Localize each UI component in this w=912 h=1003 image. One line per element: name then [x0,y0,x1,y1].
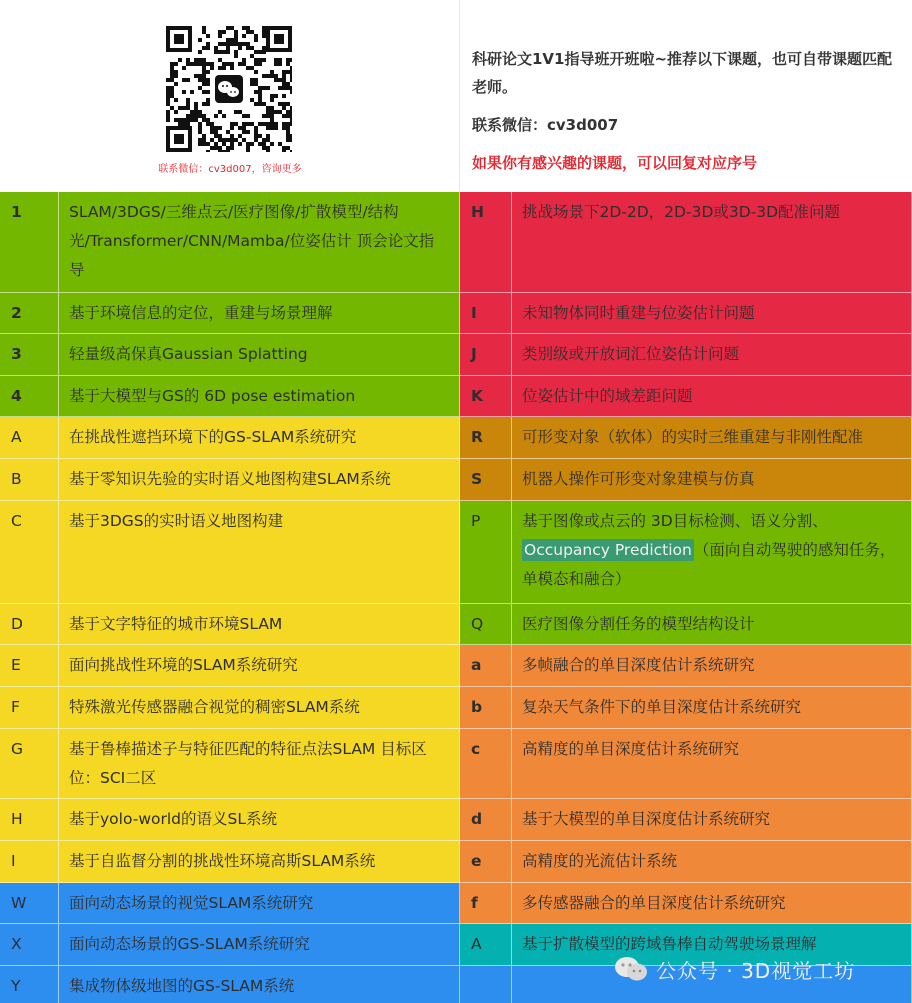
topic-title-left: 基于鲁棒描述子与特征匹配的特征点法SLAM 目标区位：SCI二区 [59,729,460,799]
topic-code-left: 2 [0,293,59,334]
reply-note: 如果你有感兴趣的课题，可以回复对应序号 [472,154,758,172]
topic-code-right: H [460,192,512,293]
topic-title-left: 集成物体级地图的GS-SLAM系统 [59,966,460,1003]
watermark [614,955,855,983]
topic-code-left: W [0,883,59,924]
topic-title-left: 面向挑战性环境的SLAM系统研究 [59,645,460,687]
topic-title-left: SLAM/3DGS/三维点云/医疗图像/扩散模型/结构光/Transformer/CNN/Mamba/位姿估计 顶会论文指导 [59,192,460,293]
topic-title-right: 可形变对象（软体）的实时三维重建与非刚性配准 [512,417,912,459]
topic-title-right: 类别级或开放词汇位姿估计问题 [512,334,912,376]
topic-title-left: 在挑战性遮挡环境下的GS-SLAM系统研究 [59,417,460,459]
topic-title-left: 基于文字特征的城市环境SLAM [59,604,460,645]
topic-code-left: B [0,459,59,501]
topic-code-right [460,966,512,1003]
topic-code-left: 3 [0,334,59,376]
table-row [0,501,912,604]
topic-title-left: 基于零知识先验的实时语义地图构建SLAM系统 [59,459,460,501]
table-row [0,293,912,334]
topic-title-right [512,501,912,604]
topic-title-right: 位姿估计中的域差距问题 [512,376,912,417]
topic-title-right: 多传感器融合的单目深度估计系统研究 [512,883,912,924]
topic-code-left: 4 [0,376,59,417]
topic-title-right: 医疗图像分割任务的模型结构设计 [512,604,912,645]
topic-title-right: 高精度的单目深度估计系统研究 [512,729,912,799]
topic-title-right: 高精度的光流估计系统 [512,841,912,883]
topic-code-right: J [460,334,512,376]
table-row [0,376,912,417]
topic-title-part: 基于图像或点云的 3D目标检测、语义分割、 [522,512,828,530]
topic-code-left: D [0,604,59,645]
topic-code-left: A [0,417,59,459]
topic-code-left: E [0,645,59,687]
topic-code-right: a [460,645,512,687]
table-row [0,459,912,501]
topic-title-left: 特殊激光传感器融合视觉的稠密SLAM系统 [59,687,460,729]
contact-text: 联系微信：cv3d007 [472,116,619,134]
qr-caption: 联系微信：cv3d007，咨询更多 [158,164,302,175]
topic-code-right: I [460,293,512,334]
topic-title-right: 基于扩散模型的跨域鲁棒自动驾驶场景理解 [512,924,912,966]
topic-code-right: e [460,841,512,883]
intro-text: 科研论文1V1指导班开班啦~推荐以下课题，也可自带课题匹配老师。 [472,50,893,96]
table-row [0,645,912,687]
topic-code-left: H [0,799,59,841]
table-row [0,729,912,799]
topic-title-left: 面向动态场景的GS-SLAM系统研究 [59,924,460,966]
table-row [0,604,912,645]
topic-code-left: I [0,841,59,883]
qr-panel [0,0,460,192]
watermark-text: 公众号 · 3D视觉工坊 [656,958,856,983]
info-panel [460,0,912,192]
topic-title-left: 基于自监督分割的挑战性环境高斯SLAM系统 [59,841,460,883]
topic-title-right: 基于大模型的单目深度估计系统研究 [512,799,912,841]
table-row [0,417,912,459]
topic-title-left: 面向动态场景的视觉SLAM系统研究 [59,883,460,924]
qr-code[interactable] [166,26,292,152]
topic-title-left: 基于环境信息的定位，重建与场景理解 [59,293,460,334]
topic-title-right: 机器人操作可形变对象建模与仿真 [512,459,912,501]
topic-title-right: 复杂天气条件下的单目深度估计系统研究 [512,687,912,729]
table-row [0,799,912,841]
topic-code-right: S [460,459,512,501]
table-row [0,192,912,293]
topic-code-left: C [0,501,59,604]
topic-code-left: 1 [0,192,59,293]
topic-title-left: 基于3DGS的实时语义地图构建 [59,501,460,604]
topic-code-right: Q [460,604,512,645]
topic-code-right: d [460,799,512,841]
highlighted-term: Occupancy Prediction [524,541,692,559]
topic-title-left: 基于yolo-world的语义SL系统 [59,799,460,841]
topic-code-left: Y [0,966,59,1003]
topic-title-right: 未知物体同时重建与位姿估计问题 [512,293,912,334]
table-row [0,687,912,729]
table-row [0,883,912,924]
topic-title-part: （面向自动驾驶的感知任务，单模态和融合） [522,541,896,588]
topic-title-right: 多帧融合的单目深度估计系统研究 [512,645,912,687]
topic-title-left: 基于大模型与GS的 6D pose estimation [59,376,460,417]
topic-code-right: b [460,687,512,729]
topic-code-right: A [460,924,512,966]
topic-title-left: 轻量级高保真Gaussian Splatting [59,334,460,376]
wechat-icon [614,956,648,982]
header [0,0,912,192]
table-row [0,841,912,883]
topic-title-right: 挑战场景下2D-2D，2D-3D或3D-3D配准问题 [512,192,912,293]
topic-code-right: c [460,729,512,799]
topic-code-right: K [460,376,512,417]
topic-code-left: X [0,924,59,966]
topic-code-left: F [0,687,59,729]
topic-code-right: R [460,417,512,459]
topic-code-right: P [460,501,512,604]
table-row [0,334,912,376]
topic-code-right: f [460,883,512,924]
topic-code-left: G [0,729,59,799]
